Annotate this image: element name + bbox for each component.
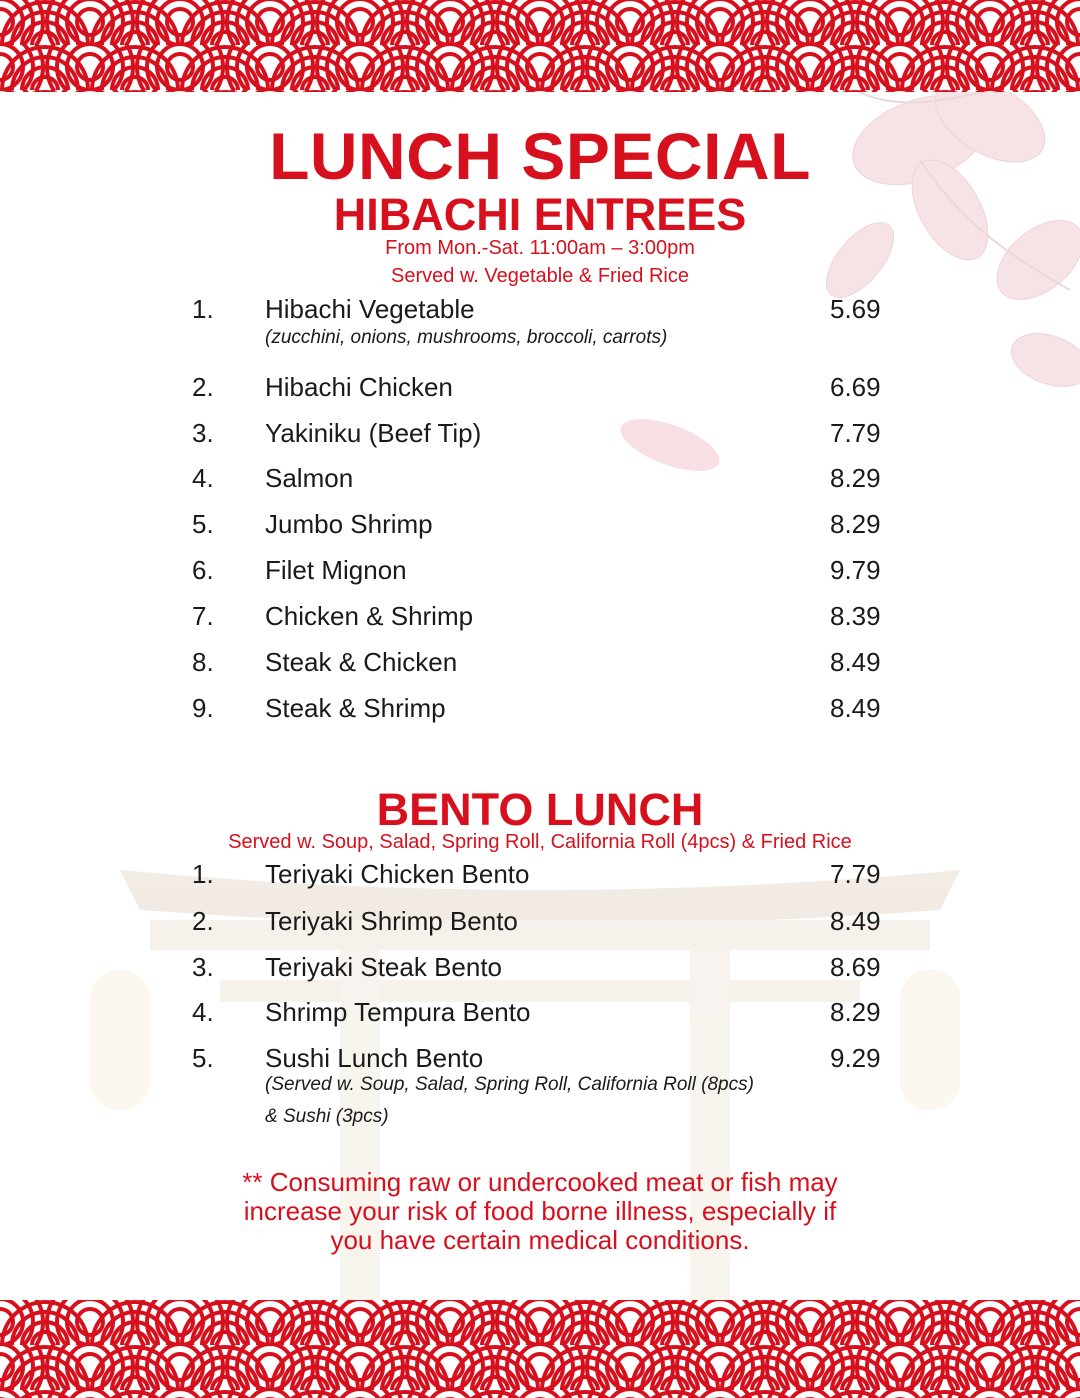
item-number: 9. <box>192 693 214 723</box>
item-number: 6. <box>192 555 214 585</box>
item-name: Hibachi Chicken <box>265 372 453 402</box>
item-number: 7. <box>192 601 214 631</box>
item-price: 9.79 <box>830 555 881 585</box>
item-number: 1. <box>192 859 214 889</box>
item-name: Salmon <box>265 463 354 493</box>
item-number: 3. <box>192 952 214 982</box>
item-price: 5.69 <box>830 294 881 324</box>
item-number: 4. <box>192 463 214 493</box>
warning-line: increase your risk of food borne illness, especially if <box>243 1196 837 1226</box>
item-name: Teriyaki Chicken Bento <box>265 859 530 889</box>
item-name: Steak & Chicken <box>265 647 458 677</box>
wave-pattern-bottom <box>0 1300 1080 1398</box>
menu-item <box>0 906 1080 946</box>
menu-item <box>0 952 1080 992</box>
item-price: 8.49 <box>830 693 881 723</box>
item-price: 8.49 <box>830 906 881 936</box>
item-price: 6.69 <box>830 372 881 402</box>
item-price: 9.29 <box>830 1043 881 1073</box>
item-note: (Served w. Soup, Salad, Spring Roll, California Roll (8pcs) <box>265 1074 754 1095</box>
item-number: 5. <box>192 1043 214 1073</box>
item-price: 7.79 <box>830 859 881 889</box>
item-name: Teriyaki Shrimp Bento <box>265 906 518 936</box>
item-number: 1. <box>192 294 214 324</box>
item-number: 2. <box>192 372 214 402</box>
item-name: Shrimp Tempura Bento <box>265 997 531 1027</box>
menu-item <box>0 372 1080 412</box>
item-name: Filet Mignon <box>265 555 407 585</box>
menu-item <box>0 555 1080 595</box>
menu-item <box>0 859 1080 899</box>
hours-note: From Mon.-Sat. 11:00am – 3:00pm <box>385 237 695 259</box>
section-title-bento: BENTO LUNCH <box>376 784 704 835</box>
item-price: 8.29 <box>830 509 881 539</box>
item-name: Sushi Lunch Bento <box>265 1043 484 1073</box>
item-name: Yakiniku (Beef Tip) <box>265 418 482 448</box>
warning-line: ** Consuming raw or undercooked meat or fish may <box>242 1167 838 1197</box>
item-name: Chicken & Shrimp <box>265 601 474 631</box>
bento-served-note: Served w. Soup, Salad, Spring Roll, California Roll (4pcs) & Fried Rice <box>228 831 852 853</box>
menu-item <box>0 1043 1080 1133</box>
menu-item <box>0 647 1080 687</box>
item-price: 8.49 <box>830 647 881 677</box>
item-name: Steak & Shrimp <box>265 693 446 723</box>
menu-item <box>0 997 1080 1037</box>
item-name: Jumbo Shrimp <box>265 509 433 539</box>
item-price: 8.29 <box>830 997 881 1027</box>
item-price: 7.79 <box>830 418 881 448</box>
warning-line: you have certain medical conditions. <box>330 1225 750 1255</box>
menu-item <box>0 601 1080 641</box>
served-with-note: Served w. Vegetable & Fried Rice <box>391 265 689 287</box>
menu-item <box>0 418 1080 458</box>
item-number: 2. <box>192 906 214 936</box>
menu-item <box>0 509 1080 549</box>
item-name: Hibachi Vegetable <box>265 294 475 324</box>
section-title-hibachi: HIBACHI ENTREES <box>333 189 747 240</box>
wave-pattern-top <box>0 0 1080 92</box>
item-note: & Sushi (3pcs) <box>265 1106 389 1127</box>
page-title: LUNCH SPECIAL <box>269 119 811 193</box>
menu-item <box>0 463 1080 503</box>
item-note: (zucchini, onions, mushrooms, broccoli, carrots) <box>265 327 668 348</box>
food-safety-warning <box>0 1168 1080 1255</box>
item-price: 8.39 <box>830 601 881 631</box>
item-price: 8.29 <box>830 463 881 493</box>
item-price: 8.69 <box>830 952 881 982</box>
menu-item <box>0 693 1080 733</box>
item-number: 3. <box>192 418 214 448</box>
item-number: 4. <box>192 997 214 1027</box>
item-number: 8. <box>192 647 214 677</box>
menu-item <box>0 294 1080 348</box>
item-number: 5. <box>192 509 214 539</box>
item-name: Teriyaki Steak Bento <box>265 952 503 982</box>
